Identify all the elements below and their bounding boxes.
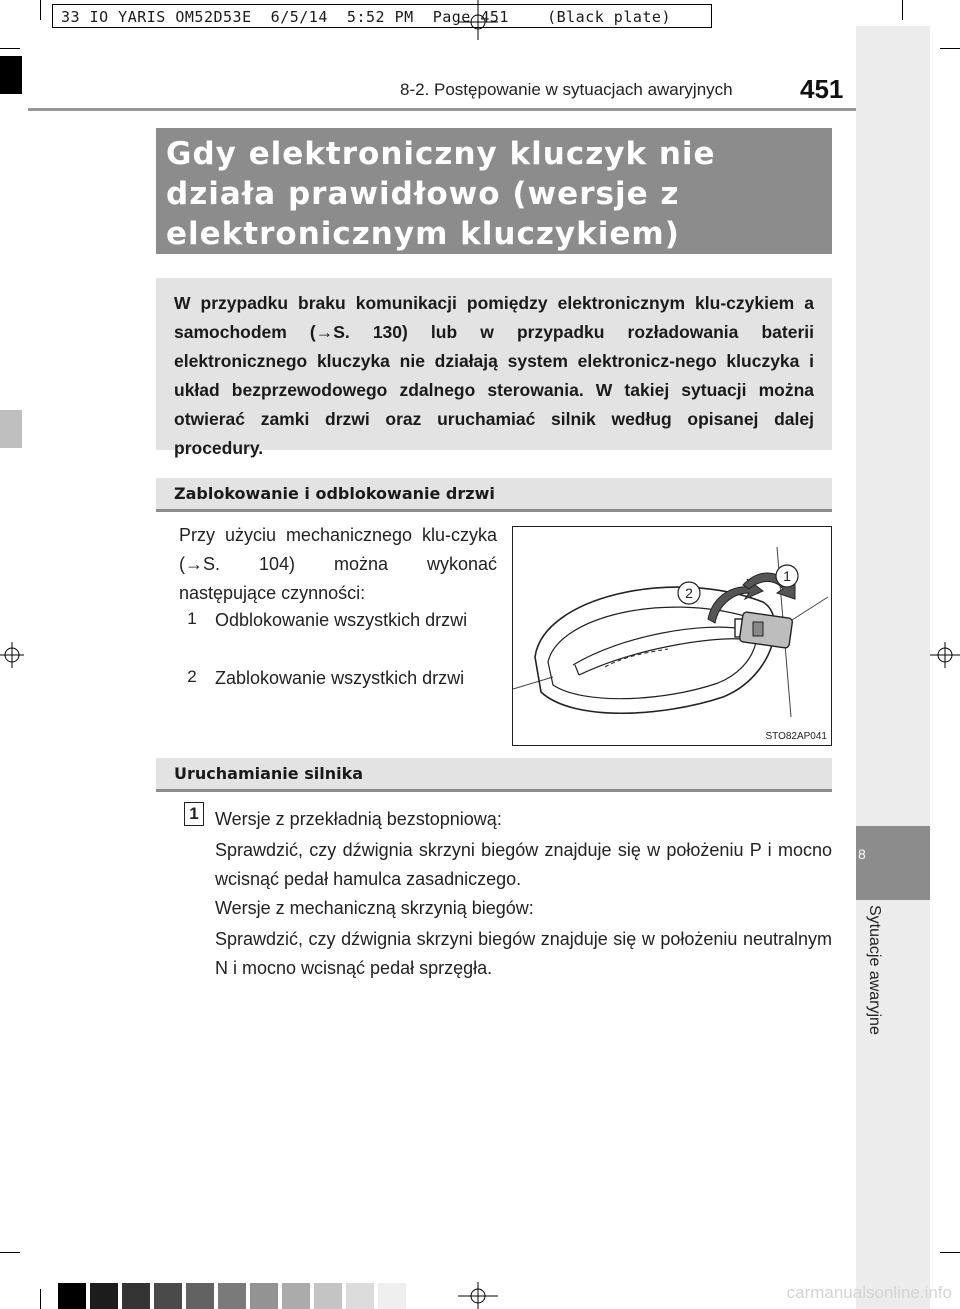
print-color-bar — [58, 1283, 406, 1309]
section-heading-lock: Zablokowanie i odblokowanie drzwi — [156, 478, 832, 512]
item-number-2: 2 — [187, 667, 197, 686]
step-number-1: 1 — [184, 802, 204, 826]
door-handle-illustration — [513, 527, 831, 745]
step-variant-manual: Wersje z mechaniczną skrzynią biegów: — [215, 898, 534, 918]
lock-body-text: Przy użyciu mechanicznego klu-czyka (→S. 104) można wykonać następujące czynności: — [179, 525, 497, 603]
item-number-1: 1 — [187, 609, 197, 628]
figure-callout-2: 2 — [685, 585, 693, 601]
color-swatch — [218, 1283, 246, 1309]
intro-note: W przypadku braku komunikacji pomiędzy elektronicznym klu-czykiem a samochodem (→S. 130) lub w przypadku rozładowania baterii elektronicznego kluczyka nie działają system elektronicz-nego kluczyka i układ bezprzewodowego zdalnego sterowania. W takiej sytuacji można otwierać zamki drzwi oraz uruchamiać silnik według opisanej dalej procedury. — [156, 278, 832, 450]
color-swatch — [186, 1283, 214, 1309]
section-heading-start: Uruchamianie silnika — [156, 758, 832, 792]
door-handle-figure — [512, 526, 832, 746]
item-text-2: Zablokowanie wszystkich drzwi — [215, 668, 465, 688]
print-header: 33 IO YARIS OM52D53E 6/5/14 5:52 PM Page 451 (Black plate) — [52, 4, 712, 28]
registration-mark — [458, 1282, 498, 1309]
crop-mark — [940, 48, 960, 49]
page-title: Gdy elektroniczny kluczyk nie działa prawidłowo (wersje z elektronicznym kluczykiem) — [156, 128, 832, 254]
color-swatch — [346, 1283, 374, 1309]
crop-mark — [40, 0, 41, 20]
step-variant-cvt: Wersje z przekładnią bezstopniową: — [215, 809, 502, 829]
crop-mark — [902, 0, 903, 20]
page-marker-black — [0, 56, 22, 94]
header-divider — [28, 108, 856, 111]
step-instruction-cvt: Sprawdzić, czy dźwignia skrzyni biegów znajduje się w położeniu P i mocno wcisnąć pedał hamulca zasadniczego. — [215, 840, 832, 889]
color-swatch — [250, 1283, 278, 1309]
side-tab-strip — [856, 26, 930, 1309]
crop-mark — [940, 1252, 960, 1253]
figure-callout-1: 1 — [783, 568, 791, 584]
page-marker-grey — [0, 410, 22, 448]
color-swatch — [90, 1283, 118, 1309]
side-tab-chapter — [856, 826, 930, 900]
registration-mark — [0, 640, 24, 670]
section-header: 8-2. Postępowanie w sytuacjach awaryjnych — [400, 80, 733, 99]
watermark: carmanualsonline.info — [786, 1283, 952, 1302]
page-number: 451 — [800, 74, 844, 104]
item-text-1: Odblokowanie wszystkich drzwi — [215, 610, 468, 630]
color-swatch — [154, 1283, 182, 1309]
crop-mark — [40, 1289, 41, 1309]
side-tab-number: 8 — [858, 846, 866, 862]
step-instruction-manual: Sprawdzić, czy dźwignia skrzyni biegów znajduje się w położeniu neutralnym N i mocno wcisnąć pedał sprzęgła. — [215, 929, 832, 978]
color-swatch — [122, 1283, 150, 1309]
color-swatch — [314, 1283, 342, 1309]
crop-mark — [0, 1252, 20, 1253]
color-swatch — [282, 1283, 310, 1309]
crop-mark — [0, 48, 20, 49]
figure-code: STO82AP041 — [765, 731, 827, 742]
registration-mark — [930, 640, 960, 670]
color-swatch — [378, 1283, 406, 1309]
color-swatch — [58, 1283, 86, 1309]
side-tab-label: Sytuacje awaryjne — [866, 905, 883, 1035]
